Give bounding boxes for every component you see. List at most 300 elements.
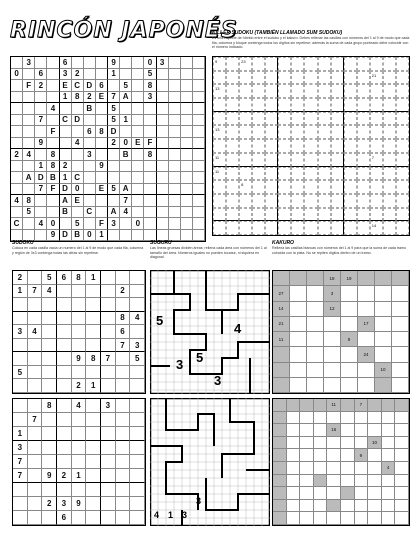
killer-cell[interactable] xyxy=(370,167,383,181)
grid-cell[interactable] xyxy=(11,184,23,196)
killer-cell[interactable] xyxy=(252,208,265,222)
kakuro-cell[interactable] xyxy=(307,347,324,362)
grid-cell[interactable]: 8 xyxy=(23,195,35,207)
kakuro-cell[interactable] xyxy=(395,437,409,450)
killer-cell[interactable]: 13 xyxy=(213,125,226,139)
grid-cell[interactable] xyxy=(157,184,169,196)
kakuro-cell[interactable] xyxy=(341,424,355,437)
killer-cell[interactable] xyxy=(213,71,226,85)
grid-cell[interactable] xyxy=(28,312,43,326)
grid-cell[interactable] xyxy=(28,399,43,413)
grid-cell[interactable] xyxy=(120,230,132,242)
grid-cell[interactable]: 8 xyxy=(144,149,156,161)
killer-cell[interactable] xyxy=(383,221,396,235)
grid-cell[interactable]: C xyxy=(84,207,96,219)
grid-cell[interactable] xyxy=(193,92,205,104)
grid-cell[interactable] xyxy=(157,161,169,173)
kakuro-cell[interactable] xyxy=(290,347,307,362)
killer-cell[interactable] xyxy=(344,167,357,181)
grid-cell[interactable]: 9 xyxy=(108,57,120,69)
grid-cell[interactable] xyxy=(130,285,145,299)
kakuro-cell[interactable] xyxy=(341,500,355,513)
grid-cell[interactable] xyxy=(181,69,193,81)
killer-cell[interactable] xyxy=(396,153,409,167)
grid-cell[interactable]: E xyxy=(72,195,84,207)
grid-cell[interactable] xyxy=(23,69,35,81)
grid-cell[interactable] xyxy=(72,427,87,441)
grid-cell[interactable]: 4 xyxy=(28,325,43,339)
grid-cell[interactable] xyxy=(42,511,57,525)
grid-cell[interactable] xyxy=(13,497,28,511)
grid-cell[interactable]: 4 xyxy=(11,195,23,207)
kakuro-cell[interactable] xyxy=(358,302,375,317)
grid-cell[interactable]: 2 xyxy=(72,379,87,393)
kakuro-cell[interactable] xyxy=(392,363,409,378)
kakuro-cell[interactable] xyxy=(375,286,392,301)
kakuro-cell[interactable] xyxy=(327,475,341,488)
killer-cell[interactable] xyxy=(252,194,265,208)
grid-cell[interactable] xyxy=(47,69,59,81)
killer-cell[interactable] xyxy=(213,98,226,112)
grid-cell[interactable]: 3 xyxy=(60,69,72,81)
kakuro-cell[interactable] xyxy=(355,412,369,425)
killer-cell[interactable] xyxy=(344,98,357,112)
kakuro-cell[interactable] xyxy=(368,449,382,462)
grid-cell[interactable] xyxy=(101,379,116,393)
grid-cell[interactable]: 7 xyxy=(13,455,28,469)
grid-cell[interactable] xyxy=(86,441,101,455)
grid-cell[interactable] xyxy=(101,312,116,326)
killer-cell[interactable] xyxy=(278,139,291,153)
grid-cell[interactable] xyxy=(13,379,28,393)
killer-cell[interactable] xyxy=(291,112,304,126)
grid-cell[interactable] xyxy=(42,366,57,380)
kakuro-cell[interactable] xyxy=(341,302,358,317)
killer-cell[interactable] xyxy=(357,194,370,208)
grid-cell[interactable]: 6 xyxy=(84,126,96,138)
grid-cell[interactable]: 2 xyxy=(60,161,72,173)
kakuro-cell[interactable] xyxy=(314,462,328,475)
killer-cell[interactable] xyxy=(278,98,291,112)
grid-cell[interactable]: 2 xyxy=(108,138,120,150)
grid-cell[interactable] xyxy=(169,69,181,81)
kakuro-cell[interactable] xyxy=(287,512,301,525)
killer-cell[interactable] xyxy=(265,84,278,98)
killer-cell[interactable] xyxy=(318,84,331,98)
killer-cell[interactable] xyxy=(396,71,409,85)
grid-cell[interactable] xyxy=(57,285,72,299)
grid-cell[interactable] xyxy=(116,271,131,285)
grid-cell[interactable]: 2 xyxy=(116,285,131,299)
grid-cell[interactable]: 8 xyxy=(47,149,59,161)
grid-cell[interactable] xyxy=(13,511,28,525)
kakuro-cell[interactable] xyxy=(341,462,355,475)
kakuro-cell[interactable] xyxy=(314,449,328,462)
grid-cell[interactable] xyxy=(86,339,101,353)
kakuro-cell[interactable] xyxy=(341,412,355,425)
grid-cell[interactable] xyxy=(47,80,59,92)
grid-cell[interactable] xyxy=(86,455,101,469)
grid-cell[interactable] xyxy=(181,207,193,219)
kakuro-cell[interactable] xyxy=(324,378,341,393)
grid-cell[interactable] xyxy=(11,126,23,138)
grid-cell[interactable] xyxy=(130,366,145,380)
killer-cell[interactable] xyxy=(357,112,370,126)
grid-cell[interactable]: 8 xyxy=(86,352,101,366)
grid-cell[interactable]: A xyxy=(108,207,120,219)
grid-cell[interactable] xyxy=(23,218,35,230)
grid-cell[interactable] xyxy=(181,103,193,115)
kakuro-cell[interactable] xyxy=(307,363,324,378)
grid-cell[interactable]: 5 xyxy=(120,80,132,92)
kakuro-cell[interactable] xyxy=(314,487,328,500)
kakuro-cell[interactable] xyxy=(392,332,409,347)
grid-cell[interactable] xyxy=(42,339,57,353)
kakuro-cell[interactable] xyxy=(355,500,369,513)
grid-cell[interactable]: D xyxy=(108,126,120,138)
grid-cell[interactable] xyxy=(47,92,59,104)
killer-cell[interactable]: 9 xyxy=(213,57,226,71)
grid-cell[interactable] xyxy=(132,230,144,242)
killer-cell[interactable] xyxy=(226,221,239,235)
grid-cell[interactable] xyxy=(169,207,181,219)
killer-cell[interactable] xyxy=(331,98,344,112)
grid-cell[interactable]: 2 xyxy=(57,469,72,483)
kakuro-cell[interactable] xyxy=(355,462,369,475)
grid-cell[interactable] xyxy=(144,126,156,138)
killer-cell[interactable]: 14 xyxy=(370,221,383,235)
grid-cell[interactable] xyxy=(57,455,72,469)
grid-cell[interactable] xyxy=(57,483,72,497)
grid-cell[interactable]: D xyxy=(60,184,72,196)
killer-cell[interactable] xyxy=(383,194,396,208)
grid-cell[interactable] xyxy=(11,161,23,173)
grid-cell[interactable]: D xyxy=(60,230,72,242)
killer-cell[interactable] xyxy=(383,153,396,167)
grid-cell[interactable] xyxy=(96,69,108,81)
grid-cell[interactable] xyxy=(13,312,28,326)
killer-cell[interactable] xyxy=(304,98,317,112)
grid-cell[interactable] xyxy=(28,271,43,285)
grid-cell[interactable] xyxy=(144,207,156,219)
grid-cell[interactable] xyxy=(86,285,101,299)
grid-cell[interactable] xyxy=(181,149,193,161)
grid-cell[interactable]: F xyxy=(23,80,35,92)
killer-cell[interactable] xyxy=(239,208,252,222)
grid-cell[interactable] xyxy=(132,115,144,127)
grid-cell[interactable] xyxy=(193,207,205,219)
grid-cell[interactable] xyxy=(96,57,108,69)
kakuro-cell[interactable] xyxy=(355,475,369,488)
grid-cell[interactable] xyxy=(57,298,72,312)
grid-cell[interactable]: 4 xyxy=(72,138,84,150)
grid-cell[interactable] xyxy=(72,207,84,219)
killer-cell[interactable] xyxy=(318,180,331,194)
grid-cell[interactable]: 5 xyxy=(108,115,120,127)
kakuro-cell[interactable] xyxy=(392,302,409,317)
killer-cell[interactable] xyxy=(278,167,291,181)
grid-cell[interactable]: 1 xyxy=(72,469,87,483)
grid-cell[interactable] xyxy=(193,172,205,184)
killer-cell[interactable] xyxy=(226,194,239,208)
grid-cell[interactable]: E xyxy=(132,138,144,150)
kakuro-cell[interactable] xyxy=(375,302,392,317)
grid-cell[interactable] xyxy=(28,441,43,455)
grid-cell[interactable] xyxy=(130,469,145,483)
killer-cell[interactable] xyxy=(265,112,278,126)
killer-cell[interactable]: 8 xyxy=(239,180,252,194)
grid-cell[interactable] xyxy=(193,103,205,115)
killer-cell[interactable] xyxy=(331,180,344,194)
kakuro-cell[interactable] xyxy=(382,475,396,488)
killer-cell[interactable] xyxy=(304,194,317,208)
grid-cell[interactable] xyxy=(108,149,120,161)
grid-cell[interactable]: 2 xyxy=(72,69,84,81)
killer-cell[interactable] xyxy=(396,57,409,71)
killer-cell[interactable] xyxy=(331,71,344,85)
grid-cell[interactable] xyxy=(130,271,145,285)
grid-cell[interactable]: 9 xyxy=(96,161,108,173)
grid-cell[interactable] xyxy=(144,195,156,207)
grid-cell[interactable] xyxy=(96,195,108,207)
killer-cell[interactable] xyxy=(278,221,291,235)
kakuro-cell[interactable] xyxy=(375,347,392,362)
grid-cell[interactable] xyxy=(35,92,47,104)
grid-cell[interactable] xyxy=(11,57,23,69)
killer-cell[interactable]: 13 xyxy=(213,84,226,98)
killer-cell[interactable] xyxy=(331,112,344,126)
kakuro-cell[interactable] xyxy=(300,449,314,462)
grid-cell[interactable] xyxy=(72,57,84,69)
killer-cell[interactable] xyxy=(357,139,370,153)
grid-cell[interactable] xyxy=(116,497,131,511)
killer-cell[interactable] xyxy=(291,167,304,181)
killer-cell[interactable] xyxy=(344,194,357,208)
grid-cell[interactable] xyxy=(11,207,23,219)
grid-cell[interactable] xyxy=(42,312,57,326)
grid-cell[interactable] xyxy=(193,161,205,173)
grid-cell[interactable] xyxy=(23,161,35,173)
grid-cell[interactable] xyxy=(193,80,205,92)
grid-cell[interactable] xyxy=(157,92,169,104)
grid-cell[interactable] xyxy=(101,285,116,299)
killer-cell[interactable] xyxy=(291,125,304,139)
kakuro-cell[interactable] xyxy=(341,317,358,332)
killer-cell[interactable] xyxy=(252,84,265,98)
killer-cell[interactable] xyxy=(304,57,317,71)
killer-cell[interactable] xyxy=(291,153,304,167)
grid-cell[interactable] xyxy=(116,511,131,525)
killer-cell[interactable]: 23 xyxy=(239,57,252,71)
grid-cell[interactable] xyxy=(35,195,47,207)
grid-cell[interactable]: A xyxy=(23,172,35,184)
grid-cell[interactable] xyxy=(108,161,120,173)
killer-cell[interactable] xyxy=(265,71,278,85)
killer-cell[interactable] xyxy=(252,167,265,181)
grid-cell[interactable] xyxy=(130,325,145,339)
killer-cell[interactable] xyxy=(291,139,304,153)
killer-cell[interactable] xyxy=(291,208,304,222)
grid-cell[interactable] xyxy=(28,469,43,483)
grid-cell[interactable] xyxy=(72,149,84,161)
grid-cell[interactable] xyxy=(132,195,144,207)
grid-cell[interactable]: 5 xyxy=(72,218,84,230)
grid-cell[interactable]: 7 xyxy=(28,285,43,299)
killer-cell[interactable] xyxy=(370,98,383,112)
grid-cell[interactable] xyxy=(84,184,96,196)
grid-cell[interactable] xyxy=(86,511,101,525)
killer-cell[interactable] xyxy=(239,71,252,85)
grid-cell[interactable] xyxy=(157,80,169,92)
grid-cell[interactable] xyxy=(47,195,59,207)
grid-cell[interactable]: B xyxy=(120,149,132,161)
grid-cell[interactable] xyxy=(84,161,96,173)
killer-cell[interactable] xyxy=(318,112,331,126)
killer-cell[interactable] xyxy=(304,125,317,139)
kakuro-cell[interactable] xyxy=(327,437,341,450)
killer-cell[interactable] xyxy=(226,84,239,98)
killer-cell[interactable] xyxy=(318,98,331,112)
kakuro-cell[interactable] xyxy=(287,500,301,513)
grid-cell[interactable] xyxy=(169,80,181,92)
killer-cell[interactable] xyxy=(278,84,291,98)
grid-cell[interactable] xyxy=(116,455,131,469)
killer-cell[interactable] xyxy=(383,71,396,85)
killer-cell[interactable] xyxy=(357,221,370,235)
grid-cell[interactable] xyxy=(116,352,131,366)
killer-cell[interactable] xyxy=(396,208,409,222)
killer-cell[interactable] xyxy=(278,125,291,139)
grid-cell[interactable] xyxy=(181,138,193,150)
grid-cell[interactable]: D xyxy=(35,172,47,184)
grid-cell[interactable] xyxy=(42,455,57,469)
grid-cell[interactable] xyxy=(120,218,132,230)
grid-cell[interactable]: 4 xyxy=(130,312,145,326)
grid-cell[interactable] xyxy=(193,138,205,150)
kakuro-cell[interactable] xyxy=(358,332,375,347)
kakuro-cell[interactable] xyxy=(314,512,328,525)
grid-cell[interactable] xyxy=(181,57,193,69)
killer-cell[interactable] xyxy=(239,194,252,208)
killer-cell[interactable] xyxy=(344,153,357,167)
grid-cell[interactable] xyxy=(13,399,28,413)
killer-cell[interactable] xyxy=(278,194,291,208)
killer-cell[interactable] xyxy=(265,221,278,235)
grid-cell[interactable] xyxy=(57,352,72,366)
grid-cell[interactable] xyxy=(101,271,116,285)
kakuro-cell[interactable] xyxy=(392,347,409,362)
grid-cell[interactable] xyxy=(101,366,116,380)
grid-cell[interactable] xyxy=(116,427,131,441)
grid-cell[interactable] xyxy=(120,57,132,69)
killer-cell[interactable] xyxy=(265,125,278,139)
grid-cell[interactable] xyxy=(193,126,205,138)
killer-cell[interactable] xyxy=(278,208,291,222)
grid-cell[interactable] xyxy=(86,399,101,413)
grid-cell[interactable]: B xyxy=(84,103,96,115)
grid-cell[interactable] xyxy=(130,399,145,413)
grid-cell[interactable] xyxy=(72,441,87,455)
grid-cell[interactable] xyxy=(157,69,169,81)
grid-cell[interactable] xyxy=(84,218,96,230)
grid-cell[interactable] xyxy=(23,92,35,104)
kakuro-cell[interactable] xyxy=(392,317,409,332)
killer-cell[interactable] xyxy=(226,125,239,139)
killer-cell[interactable] xyxy=(239,153,252,167)
grid-cell[interactable] xyxy=(169,115,181,127)
grid-cell[interactable] xyxy=(130,483,145,497)
grid-cell[interactable]: 3 xyxy=(13,325,28,339)
killer-cell[interactable] xyxy=(226,57,239,71)
killer-cell[interactable] xyxy=(331,167,344,181)
grid-cell[interactable]: B xyxy=(72,230,84,242)
kakuro-cell[interactable] xyxy=(395,512,409,525)
grid-cell[interactable]: 3 xyxy=(57,497,72,511)
grid-cell[interactable]: 5 xyxy=(13,366,28,380)
grid-cell[interactable]: 6 xyxy=(96,80,108,92)
grid-cell[interactable] xyxy=(86,483,101,497)
grid-cell[interactable] xyxy=(157,207,169,219)
grid-cell[interactable]: 1 xyxy=(60,172,72,184)
grid-cell[interactable] xyxy=(72,126,84,138)
kakuro-cell[interactable] xyxy=(355,437,369,450)
killer-cell[interactable] xyxy=(318,153,331,167)
killer-cell[interactable] xyxy=(213,180,226,194)
killer-cell[interactable] xyxy=(370,139,383,153)
grid-cell[interactable] xyxy=(116,379,131,393)
killer-cell[interactable] xyxy=(357,180,370,194)
killer-cell[interactable] xyxy=(396,112,409,126)
killer-cell[interactable] xyxy=(291,98,304,112)
grid-cell[interactable] xyxy=(57,399,72,413)
grid-cell[interactable] xyxy=(132,207,144,219)
grid-cell[interactable]: 1 xyxy=(13,427,28,441)
grid-cell[interactable]: 7 xyxy=(35,115,47,127)
grid-cell[interactable] xyxy=(130,413,145,427)
grid-cell[interactable] xyxy=(47,207,59,219)
grid-cell[interactable] xyxy=(57,366,72,380)
grid-cell[interactable] xyxy=(132,126,144,138)
grid-cell[interactable]: 7 xyxy=(13,469,28,483)
killer-cell[interactable] xyxy=(331,208,344,222)
kakuro-cell[interactable] xyxy=(382,500,396,513)
kakuro-cell[interactable] xyxy=(395,500,409,513)
grid-cell[interactable] xyxy=(157,115,169,127)
grid-cell[interactable] xyxy=(144,172,156,184)
grid-cell[interactable]: 2 xyxy=(84,92,96,104)
grid-cell[interactable] xyxy=(169,92,181,104)
grid-cell[interactable]: B xyxy=(47,172,59,184)
grid-cell[interactable] xyxy=(84,195,96,207)
grid-cell[interactable] xyxy=(101,441,116,455)
kakuro-cell[interactable] xyxy=(375,317,392,332)
grid-cell[interactable] xyxy=(181,92,193,104)
grid-cell[interactable] xyxy=(116,413,131,427)
grid-cell[interactable] xyxy=(84,57,96,69)
grid-cell[interactable] xyxy=(11,172,23,184)
kakuro-cell[interactable] xyxy=(307,378,324,393)
killer-cell[interactable] xyxy=(278,112,291,126)
killer-cell[interactable] xyxy=(291,71,304,85)
grid-cell[interactable] xyxy=(120,69,132,81)
killer-cell[interactable] xyxy=(239,84,252,98)
kakuro-cell[interactable] xyxy=(290,302,307,317)
killer-cell[interactable] xyxy=(370,84,383,98)
killer-cell[interactable] xyxy=(239,112,252,126)
kakuro-cell[interactable] xyxy=(395,412,409,425)
kakuro-cell[interactable] xyxy=(324,347,341,362)
killer-cell[interactable] xyxy=(331,194,344,208)
